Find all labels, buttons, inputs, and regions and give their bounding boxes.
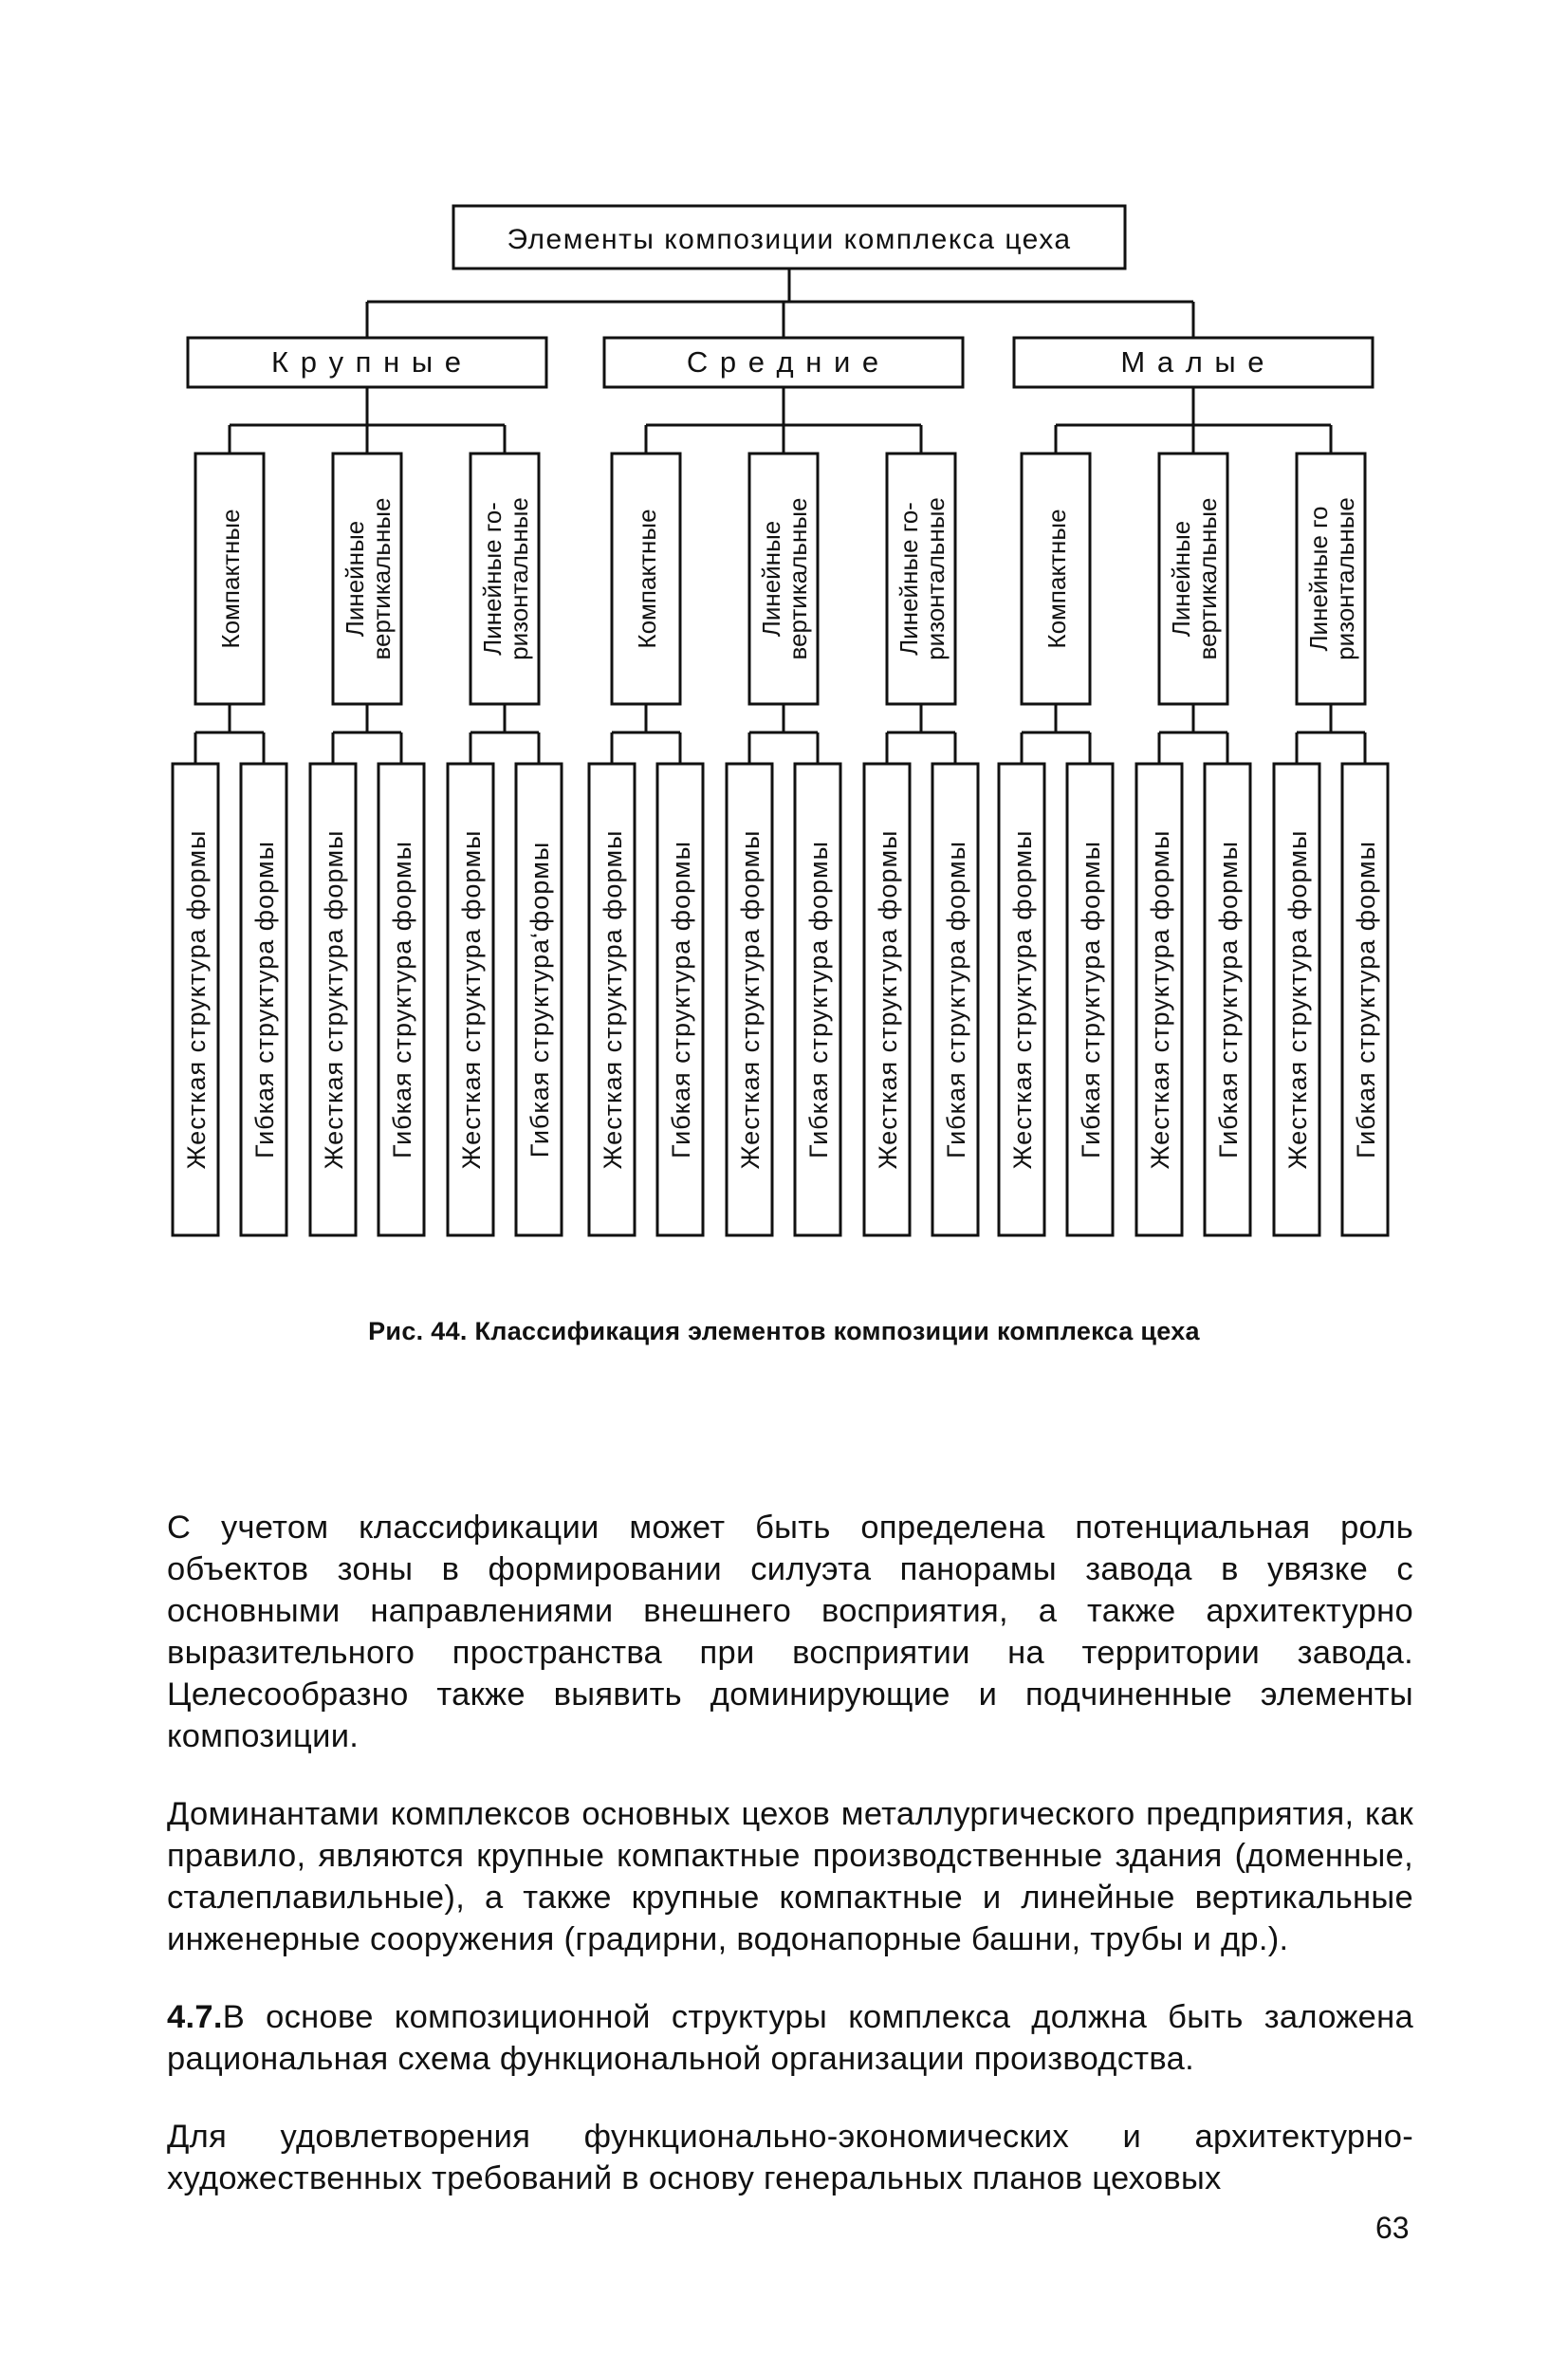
root-box-label: Элементы композиции комплекса цеха xyxy=(507,224,1072,255)
structure-box-label: Гибкая структура формы xyxy=(1352,840,1380,1159)
structure-box-label: Жесткая структура формы xyxy=(457,829,486,1170)
structure-box-label: Жесткая структура формы xyxy=(182,829,211,1170)
group-box-label: С р е д н и е xyxy=(686,345,881,379)
structure-box-label: Гибкая структура формы xyxy=(250,840,279,1159)
paragraph-1: С учетом классификации может быть определена потенциальная роль объектов зоны в формировании силуэта панорамы завода в увязке с основными направлениями внешнего восприятия, а также архитектурно выразительного пространства при восприятии на территории завода. Целесообразно также выявить доминирующие и подчиненные элементы композиции. xyxy=(167,1510,1413,1754)
type-box-label: ризонтальные xyxy=(1331,497,1359,660)
type-box-label: Линейные xyxy=(341,520,369,638)
type-box-label: вертикальные xyxy=(367,497,396,660)
structure-box-label: Жесткая структура формы xyxy=(1146,829,1174,1170)
type-box-label: Компактные xyxy=(1042,509,1071,649)
group-box-label: М а л ы е xyxy=(1120,345,1266,379)
type-box-label: Линейные го xyxy=(1304,506,1333,652)
structure-box-label: Гибкая структура формы xyxy=(667,840,695,1159)
group-box-label: К р у п н ы е xyxy=(271,345,463,379)
type-box-label: Компактные xyxy=(633,509,661,649)
structure-box-label: Жесткая структура формы xyxy=(874,829,902,1170)
type-box-label: ризонтальные xyxy=(921,497,950,660)
type-box-label: Компактные xyxy=(216,509,245,649)
structure-box-label: Жесткая структура формы xyxy=(1283,829,1312,1170)
structure-box-label: Гибкая структура формы xyxy=(804,840,833,1159)
structure-box-label: Гибкая структура формы xyxy=(942,840,970,1159)
section-number: 4.7. xyxy=(167,1999,223,2035)
structure-box-label: Жесткая структура формы xyxy=(1008,829,1037,1170)
structure-box-label: Жесткая структура формы xyxy=(599,829,627,1170)
paragraph-4: Для удовлетворения функционально-экономических и архитектурно-художественных требований в основу генеральных планов цеховых xyxy=(167,2119,1413,2196)
structure-box-label: Гибкая структура формы xyxy=(1214,840,1243,1159)
paragraph-3 xyxy=(167,1996,1413,2080)
figure-caption: Рис. 44. Классификация элементов композиции комплекса цеха xyxy=(368,1317,1200,1345)
type-box-label: ризонтальные xyxy=(505,497,533,660)
type-box-label: Линейные xyxy=(1167,520,1195,638)
structure-box-label: Жесткая структура формы xyxy=(736,829,765,1170)
paragraph-3-text: В основе композиционной структуры комплекса должна быть заложена рациональная схема функциональной организации производства. xyxy=(167,1999,1413,2077)
type-box-label: вертикальные xyxy=(1193,497,1222,660)
type-box-label: вертикальные xyxy=(784,497,812,660)
type-box-label: Линейные го- xyxy=(895,502,923,656)
structure-box-label: Гибкая структура‘формы xyxy=(526,841,554,1158)
page-number: 63 xyxy=(1375,2211,1410,2245)
structure-box-label: Жесткая структура формы xyxy=(320,829,348,1170)
body-text xyxy=(167,1507,1413,2235)
structure-box-label: Гибкая структура формы xyxy=(388,840,416,1159)
type-box-label: Линейные го- xyxy=(478,502,507,656)
structure-box-label: Гибкая структура формы xyxy=(1077,840,1105,1159)
paragraph-2: Доминантами комплексов основных цехов металлургического предприятия, как правило, являются крупные компактные производственные здания (доменные, сталеплавильные), а также крупные компактные и линейные вертикальные инженерные сооружения (градирни, водонапорные башни, трубы и др.). xyxy=(167,1796,1413,1957)
type-box-label: Линейные xyxy=(757,520,785,638)
